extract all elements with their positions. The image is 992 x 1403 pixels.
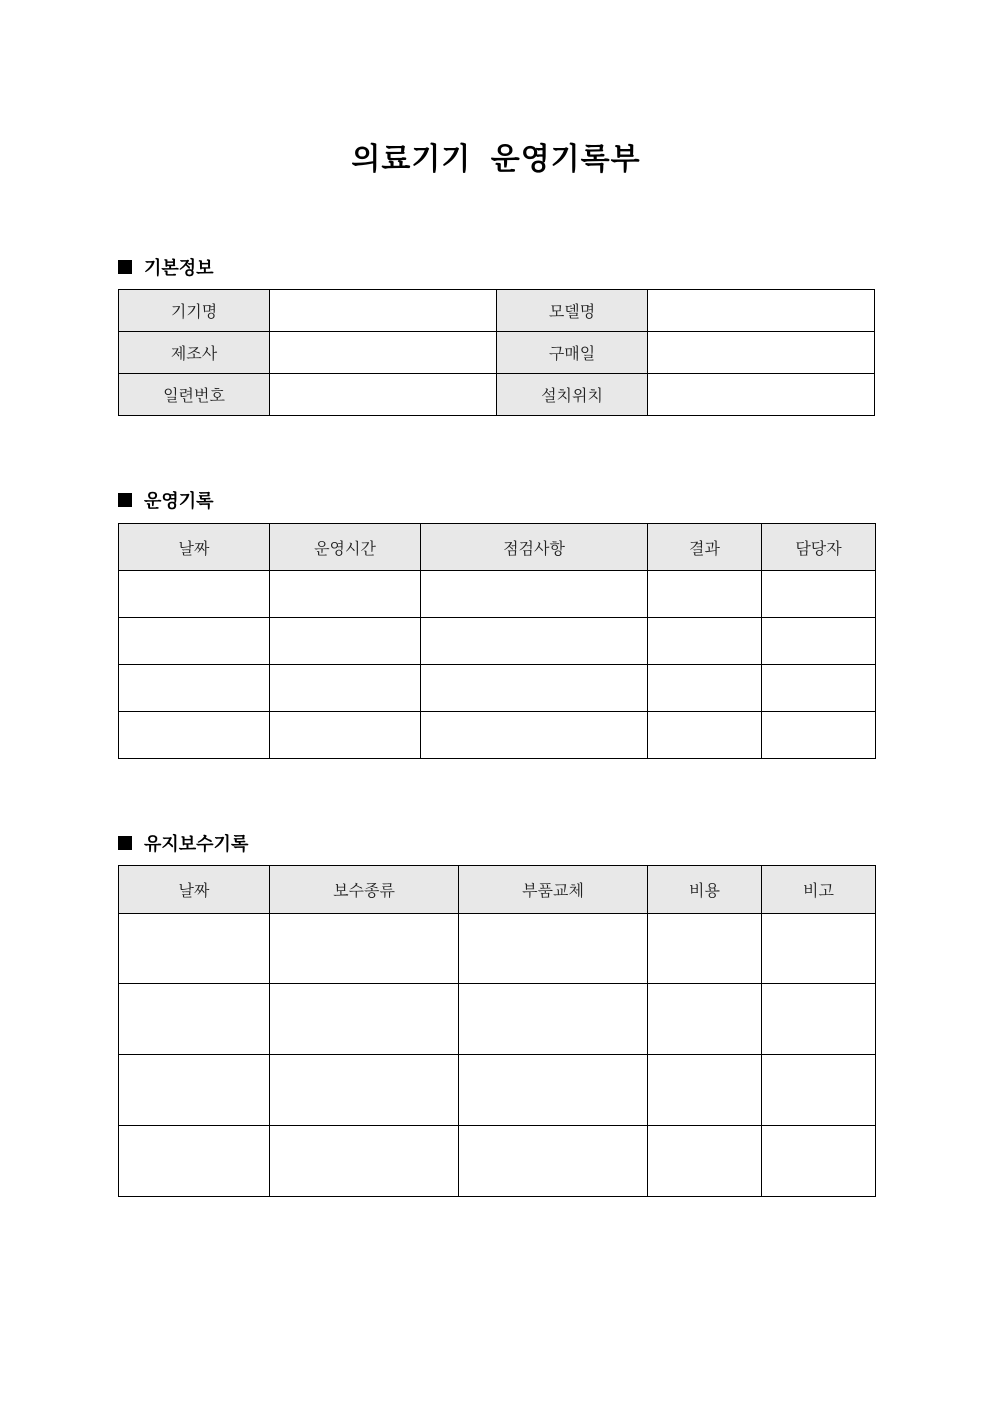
column-header-remarks: 비고 [762, 866, 876, 914]
square-bullet-icon [118, 260, 132, 274]
label-model-name: 모델명 [497, 290, 648, 332]
table-row [119, 618, 876, 665]
table-cell[interactable] [421, 665, 648, 712]
section-heading-label: 기본정보 [144, 258, 214, 279]
document-title: 의료기기 운영기록부 [351, 142, 641, 177]
label-manufacturer: 제조사 [119, 332, 270, 374]
table-cell[interactable] [421, 618, 648, 665]
section-heading-operation-log [118, 487, 214, 513]
column-header-repair-type: 보수종류 [270, 866, 459, 914]
label-device-name: 기기명 [119, 290, 270, 332]
section-heading-label: 유지보수기록 [144, 834, 249, 855]
manufacturer-field[interactable] [270, 332, 497, 374]
device-name-field[interactable] [270, 290, 497, 332]
table-cell[interactable] [119, 571, 270, 618]
square-bullet-icon [118, 493, 132, 507]
section-heading-basic-info [118, 254, 214, 280]
table-cell[interactable] [762, 914, 876, 984]
table-cell[interactable] [648, 914, 762, 984]
table-row [119, 571, 876, 618]
table-cell[interactable] [119, 984, 270, 1055]
column-header-date: 날짜 [119, 524, 270, 571]
table-cell[interactable] [421, 571, 648, 618]
table-cell[interactable] [762, 618, 876, 665]
maintenance-log-table [118, 865, 876, 1197]
table-row [119, 984, 876, 1055]
column-header-person-in-charge: 담당자 [762, 524, 876, 571]
section-heading-maintenance-log [118, 830, 248, 856]
table-cell[interactable] [648, 1126, 762, 1197]
table-cell[interactable] [270, 1055, 459, 1126]
table-row [119, 712, 876, 759]
table-cell[interactable] [648, 618, 762, 665]
table-cell[interactable] [270, 712, 421, 759]
column-header-inspection-items: 점검사항 [421, 524, 648, 571]
column-header-operating-hours: 운영시간 [270, 524, 421, 571]
table-cell[interactable] [762, 1055, 876, 1126]
column-header-date: 날짜 [119, 866, 270, 914]
table-cell[interactable] [270, 914, 459, 984]
purchase-date-field[interactable] [648, 332, 875, 374]
table-cell[interactable] [648, 712, 762, 759]
table-row [119, 1055, 876, 1126]
label-purchase-date: 구매일 [497, 332, 648, 374]
table-row [119, 1126, 876, 1197]
square-bullet-icon [118, 836, 132, 850]
table-cell[interactable] [421, 712, 648, 759]
table-header-row [119, 524, 876, 571]
table-row [119, 290, 875, 332]
table-row [119, 374, 875, 416]
table-cell[interactable] [459, 984, 648, 1055]
table-cell[interactable] [270, 571, 421, 618]
table-cell[interactable] [459, 914, 648, 984]
label-serial-number: 일련번호 [119, 374, 270, 416]
table-cell[interactable] [762, 1126, 876, 1197]
table-cell[interactable] [459, 1055, 648, 1126]
model-name-field[interactable] [648, 290, 875, 332]
column-header-parts-replacement: 부품교체 [459, 866, 648, 914]
table-cell[interactable] [762, 571, 876, 618]
section-heading-label: 운영기록 [144, 491, 214, 512]
table-cell[interactable] [762, 665, 876, 712]
table-cell[interactable] [648, 1055, 762, 1126]
label-install-location: 설치위치 [497, 374, 648, 416]
table-cell[interactable] [270, 984, 459, 1055]
table-cell[interactable] [119, 914, 270, 984]
table-cell[interactable] [119, 665, 270, 712]
table-header-row [119, 866, 876, 914]
table-cell[interactable] [270, 1126, 459, 1197]
column-header-cost: 비용 [648, 866, 762, 914]
install-location-field[interactable] [648, 374, 875, 416]
basic-info-table [118, 289, 875, 416]
table-row [119, 914, 876, 984]
table-cell[interactable] [119, 1055, 270, 1126]
table-cell[interactable] [270, 665, 421, 712]
table-cell[interactable] [119, 712, 270, 759]
table-cell[interactable] [648, 665, 762, 712]
table-cell[interactable] [762, 984, 876, 1055]
serial-number-field[interactable] [270, 374, 497, 416]
operation-log-table [118, 523, 876, 759]
column-header-result: 결과 [648, 524, 762, 571]
table-cell[interactable] [459, 1126, 648, 1197]
table-row [119, 332, 875, 374]
table-cell[interactable] [270, 618, 421, 665]
table-cell[interactable] [119, 618, 270, 665]
table-row [119, 665, 876, 712]
table-cell[interactable] [648, 984, 762, 1055]
table-cell[interactable] [119, 1126, 270, 1197]
table-cell[interactable] [648, 571, 762, 618]
table-cell[interactable] [762, 712, 876, 759]
